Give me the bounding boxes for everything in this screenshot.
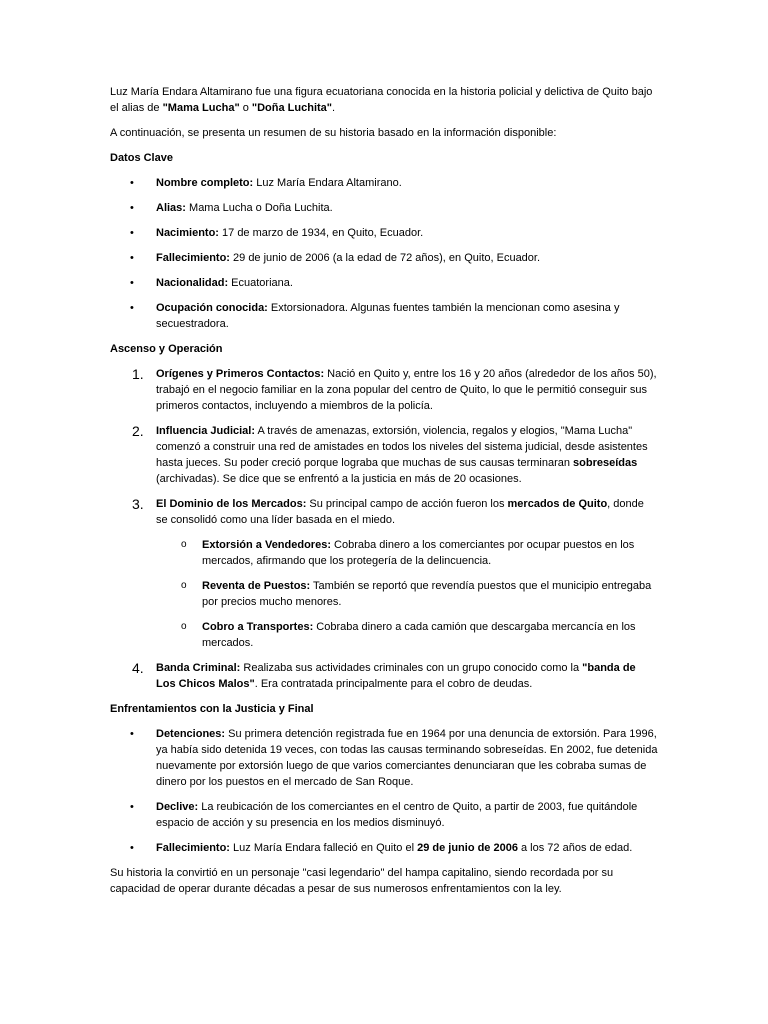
mercados-sublist [110,537,658,651]
list-item: • Nacionalidad: Ecuatoriana. [130,277,293,289]
list-item: • Detenciones: Su primera detención registrada fue en 1964 por una denuncia de extorsión. Para 1996, ya había sido detenida 19 veces, con todas las causas terminando sobreseídas. En 2002, fue detenida nuevamente por extorsión luego de que varios comerciantes denunciaran que les cobraba sumas de dinero por los puestos en el mercado de San Roque. [130,728,658,788]
bullet-icon: • [130,177,134,189]
circle-bullet-icon: o [181,539,187,550]
list-item: • Alias: Mama Lucha o Doña Luchita. [130,202,333,214]
alias-dona-luchita: "Doña Luchita" [251,102,332,114]
intro-paragraph [110,84,658,116]
list-item: • Fallecimiento: 29 de junio de 2006 (a la edad de 72 años), en Quito, Ecuador. [130,252,541,264]
bullet-icon: • [130,227,134,239]
bullet-icon: • [130,842,134,854]
item-number: 2. [132,423,144,439]
bullet-icon: • [130,728,134,740]
section-heading-datos: Datos Clave [110,152,173,164]
item-number: 3. [132,496,144,512]
sub-list-item: o Extorsión a Vendedores: Cobraba dinero a los comerciantes por ocupar puestos en los mercados, afirmando que los protegería de la delincuencia. [181,539,635,567]
alias-mama-lucha: "Mama Lucha" [162,102,240,114]
intro-text: o [239,102,252,114]
bullet-icon: • [130,202,134,214]
intro-text: . [332,102,336,114]
summary-paragraph: A continuación, se presenta un resumen de su historia basado en la información disponible: [110,127,557,139]
bullet-icon: • [130,277,134,289]
sub-list-item: o Reventa de Puestos: También se reportó que revendía puestos que el municipio entregaba por precios mucho menores. [181,580,652,608]
sub-list-item: o Cobro a Transportes: Cobraba dinero a cada camión que descargaba mercancía en los mercados. [181,621,636,649]
bullet-icon: • [130,302,134,314]
circle-bullet-icon: o [181,580,187,591]
ascenso-list-cont [110,660,658,692]
list-item: • Nacimiento: 17 de marzo de 1934, en Quito, Ecuador. [130,227,424,239]
item-number: 1. [132,366,144,382]
list-item: • Nombre completo: Luz María Endara Altamirano. [130,177,402,189]
list-item: • Fallecimiento: Luz María Endara falleció en Quito el 29 de junio de 2006 a los 72 años de edad. [130,842,633,854]
bullet-icon: • [130,801,134,813]
numbered-item: 2. Influencia Judicial: A través de amenazas, extorsión, violencia, regalos y elogios, "Mama Lucha" comenzó a construir una red de amistades en todos los niveles del sistema judicial, desde asistentes hasta jueces. Su poder creció porque lograba que muchas de sus causas terminaran sobreseídas (archivadas). Se dice que se enfrentó a la justicia en más de 20 ocasiones. [132,423,648,485]
list-item: • Declive: La reubicación de los comerciantes en el centro de Quito, a partir de 2003, fue quitándole espacio de acción y su presencia en los medios disminuyó. [130,801,638,829]
numbered-item: 1. Orígenes y Primeros Contactos: Nació en Quito y, entre los 16 y 20 años (alrededor de los años 50), trabajó en el negocio familiar en la zona popular del centro de Quito, lo que le permitió conseguir sus primeros contactos, incluyendo a miembros de la policía. [132,366,657,412]
section-heading-ascenso: Ascenso y Operación [110,343,223,355]
circle-bullet-icon: o [181,621,187,632]
intro-text: Luz María Endara Altamirano fue una figura ecuatoriana conocida en la historia policial y delictiva de Quito bajo el alias de [110,86,653,114]
document-page [110,84,658,906]
datos-list [110,175,658,332]
conclusion-paragraph: Su historia la convirtió en un personaje "casi legendario" del hampa capitalino, siendo recordada por su capacidad de operar durante décadas a pesar de sus numerosos enfrentamientos con la ley. [110,867,614,895]
enfrentamientos-list [110,726,658,856]
item-number: 4. [132,660,144,676]
list-item: • Ocupación conocida: Extorsionadora. Algunas fuentes también la mencionan como asesina y secuestradora. [130,302,620,330]
numbered-item: 3. El Dominio de los Mercados: Su principal campo de acción fueron los mercados de Quito, donde se consolidó como una líder basada en el miedo. [132,496,644,526]
section-heading-enfrentamientos: Enfrentamientos con la Justicia y Final [110,703,314,715]
ascenso-list [110,366,658,528]
bullet-icon: • [130,252,134,264]
numbered-item: 4. Banda Criminal: Realizaba sus actividades criminales con un grupo conocido como la "banda de Los Chicos Malos". Era contratada principalmente para el cobro de deudas. [132,660,636,690]
